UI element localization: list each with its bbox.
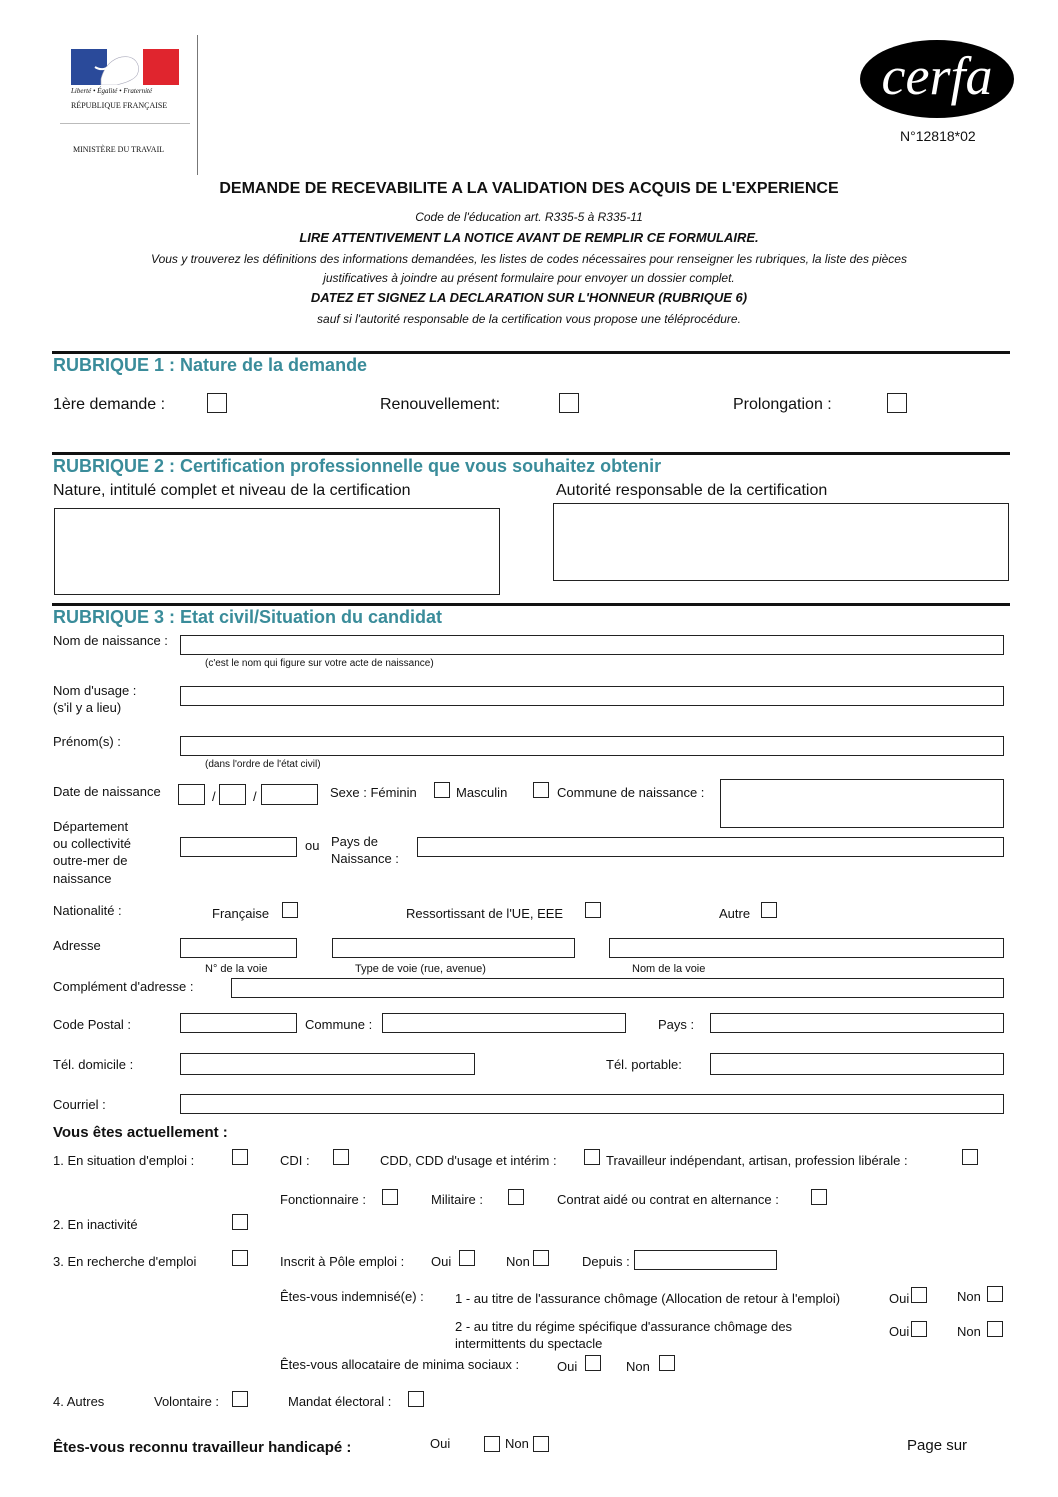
nationality-eu-checkbox[interactable] bbox=[585, 902, 601, 918]
birth-day-field[interactable] bbox=[178, 784, 205, 805]
inactive-checkbox[interactable] bbox=[232, 1214, 248, 1230]
email-field[interactable] bbox=[180, 1094, 1004, 1114]
first-request-label: 1ère demande : bbox=[53, 396, 166, 413]
birth-year-field[interactable] bbox=[261, 784, 318, 805]
usage-name-label: Nom d'usage : bbox=[53, 683, 137, 698]
unemployment-yes-label: Oui bbox=[889, 1291, 910, 1306]
birth-name-hint: (c'est le nom qui figure sur votre acte de naissance) bbox=[205, 658, 434, 669]
intermittent-yes-checkbox[interactable] bbox=[911, 1321, 927, 1337]
street-type-field[interactable] bbox=[332, 938, 575, 958]
birth-name-field[interactable] bbox=[180, 635, 1004, 655]
situation-heading: Vous êtes actuellement : bbox=[53, 1124, 228, 1141]
street-number-field[interactable] bbox=[180, 938, 297, 958]
civil-servant-label: Fonctionnaire : bbox=[280, 1192, 366, 1207]
or-label: ou bbox=[305, 838, 320, 853]
date-separator: / bbox=[253, 789, 257, 804]
republic-name: RÉPUBLIQUE FRANÇAISE bbox=[71, 101, 168, 110]
rubrique-3-title: RUBRIQUE 3 : Etat civil/Situation du candidat bbox=[53, 607, 443, 627]
intermittent-label-2: intermittents du spectacle bbox=[455, 1336, 603, 1351]
birth-country-label-1: Pays de bbox=[331, 834, 378, 849]
street-name-hint: Nom de la voie bbox=[632, 963, 706, 975]
birth-country-label-2: Naissance : bbox=[331, 851, 399, 866]
social-minima-label: Êtes-vous allocataire de minima sociaux : bbox=[280, 1357, 520, 1372]
email-label: Courriel : bbox=[53, 1097, 106, 1112]
certification-nature-field[interactable] bbox=[54, 508, 500, 595]
notice-warning: LIRE ATTENTIVEMENT LA NOTICE AVANT DE REMPLIR CE FORMULAIRE. bbox=[299, 230, 759, 245]
aided-contract-label: Contrat aidé ou contrat en alternance : bbox=[557, 1192, 779, 1207]
nationality-other-checkbox[interactable] bbox=[761, 902, 777, 918]
others-label: 4. Autres bbox=[53, 1394, 105, 1409]
cerfa-logo bbox=[860, 40, 1014, 118]
intermittent-yes-label: Oui bbox=[889, 1324, 910, 1339]
birth-department-field[interactable] bbox=[180, 837, 297, 857]
job-seeking-label: 3. En recherche d'emploi bbox=[53, 1254, 197, 1269]
birth-city-field[interactable] bbox=[720, 779, 1004, 828]
logo-divider bbox=[60, 123, 190, 124]
address-complement-field[interactable] bbox=[231, 978, 1004, 998]
certification-authority-field[interactable] bbox=[553, 503, 1009, 581]
cdd-checkbox[interactable] bbox=[584, 1149, 600, 1165]
certification-authority-label: Autorité responsable de la certification bbox=[556, 482, 828, 499]
republic-logo-block bbox=[52, 35, 198, 175]
first-name-label: Prénom(s) : bbox=[53, 734, 121, 749]
birth-name-label: Nom de naissance : bbox=[53, 633, 168, 648]
section-divider bbox=[52, 603, 1010, 606]
mobile-phone-label: Tél. portable: bbox=[606, 1057, 682, 1072]
self-employed-checkbox[interactable] bbox=[962, 1149, 978, 1165]
city-label: Commune : bbox=[305, 1017, 373, 1032]
home-phone-label: Tél. domicile : bbox=[53, 1057, 134, 1072]
renewal-checkbox[interactable] bbox=[559, 393, 579, 413]
info-line-1: Vous y trouverez les définitions des informations demandées, les listes de codes nécessaires pour renseigner les rubriques, la liste des pièces bbox=[151, 252, 907, 266]
home-phone-field[interactable] bbox=[180, 1053, 475, 1075]
extension-checkbox[interactable] bbox=[887, 393, 907, 413]
employed-checkbox[interactable] bbox=[232, 1149, 248, 1165]
unemployment-no-checkbox[interactable] bbox=[987, 1286, 1003, 1302]
cerfa-logo-text: cerfa bbox=[881, 46, 993, 106]
form-title: DEMANDE DE RECEVABILITE A LA VALIDATION DES ACQUIS DE L'EXPERIENCE bbox=[219, 180, 839, 197]
disabled-no-checkbox[interactable] bbox=[533, 1436, 549, 1452]
cdi-label: CDI : bbox=[280, 1153, 310, 1168]
unemployment-no-label: Non bbox=[957, 1289, 981, 1304]
sex-male-label: Masculin bbox=[456, 785, 508, 800]
intermittent-no-label: Non bbox=[957, 1324, 981, 1339]
rubrique-2-title: RUBRIQUE 2 : Certification professionnelle que vous souhaitez obtenir bbox=[53, 456, 662, 476]
extension-label: Prolongation : bbox=[733, 396, 832, 413]
self-employed-label: Travailleur indépendant, artisan, profession libérale : bbox=[606, 1153, 908, 1168]
social-minima-yes-checkbox[interactable] bbox=[585, 1355, 601, 1371]
volunteer-label: Volontaire : bbox=[154, 1394, 220, 1409]
nationality-label: Nationalité : bbox=[53, 903, 122, 918]
disabled-yes-label: Oui bbox=[430, 1436, 451, 1451]
teleprocedure-note: sauf si l'autorité responsable de la certification vous propose une téléprocédure. bbox=[317, 312, 741, 326]
street-type-hint: Type de voie (rue, avenue) bbox=[355, 963, 486, 975]
sign-warning: DATEZ ET SIGNEZ LA DECLARATION SUR L'HONNEUR (RUBRIQUE 6) bbox=[310, 290, 748, 305]
nationality-french-label: Française bbox=[212, 906, 270, 921]
job-seeking-checkbox[interactable] bbox=[232, 1250, 248, 1266]
disabled-worker-label: Êtes-vous reconnu travailleur handicapé : bbox=[53, 1439, 352, 1456]
civil-servant-checkbox[interactable] bbox=[382, 1189, 398, 1205]
intermittent-no-checkbox[interactable] bbox=[987, 1321, 1003, 1337]
postal-code-field[interactable] bbox=[180, 1013, 297, 1033]
ministry-name: MINISTÈRE DU TRAVAIL bbox=[73, 145, 165, 154]
social-minima-no-checkbox[interactable] bbox=[659, 1355, 675, 1371]
disabled-no-label: Non bbox=[505, 1436, 529, 1451]
marianne-flag-icon bbox=[71, 49, 179, 85]
birth-country-field[interactable] bbox=[417, 837, 1004, 857]
nationality-eu-label: Ressortissant de l'UE, EEE bbox=[406, 906, 564, 921]
address-label: Adresse bbox=[53, 938, 101, 953]
unemployment-insurance-label: 1 - au titre de l'assurance chômage (Allocation de retour à l'emploi) bbox=[455, 1291, 841, 1306]
intermittent-label-1: 2 - au titre du régime spécifique d'assurance chômage des bbox=[455, 1319, 793, 1334]
renewal-label: Renouvellement: bbox=[380, 396, 501, 413]
birth-date-label: Date de naissance bbox=[53, 784, 161, 799]
street-number-hint: N° de la voie bbox=[205, 963, 268, 975]
volunteer-checkbox[interactable] bbox=[232, 1391, 248, 1407]
birth-city-label: Commune de naissance : bbox=[557, 785, 705, 800]
cdd-label: CDD, CDD d'usage et intérim : bbox=[380, 1153, 557, 1168]
inactive-label: 2. En inactivité bbox=[53, 1217, 138, 1232]
unemployment-yes-checkbox[interactable] bbox=[911, 1287, 927, 1303]
first-name-hint: (dans l'ordre de l'état civil) bbox=[205, 759, 321, 770]
info-line-2: justificatives à joindre au présent formulaire pour envoyer un dossier complet. bbox=[323, 271, 735, 285]
code-reference: Code de l'éducation art. R335-5 à R335-11 bbox=[415, 210, 643, 224]
certification-nature-label: Nature, intitulé complet et niveau de la certification bbox=[53, 482, 411, 499]
social-minima-yes-label: Oui bbox=[557, 1359, 578, 1374]
date-separator: / bbox=[212, 789, 216, 804]
nationality-other-label: Autre bbox=[719, 906, 751, 921]
pole-emploi-label: Inscrit à Pôle emploi : bbox=[280, 1254, 405, 1269]
mobile-phone-field[interactable] bbox=[710, 1053, 1004, 1075]
compensated-label: Êtes-vous indemnisé(e) : bbox=[280, 1289, 424, 1304]
department-label-1: Département bbox=[53, 819, 129, 834]
military-checkbox[interactable] bbox=[508, 1189, 524, 1205]
address-complement-label: Complément d'adresse : bbox=[53, 979, 194, 994]
rubrique-1-title: RUBRIQUE 1 : Nature de la demande bbox=[53, 355, 368, 375]
department-label-2: ou collectivité bbox=[53, 836, 132, 851]
form-number: N°12818*02 bbox=[900, 128, 976, 144]
aided-contract-checkbox[interactable] bbox=[811, 1189, 827, 1205]
department-label-4: naissance bbox=[53, 871, 112, 886]
nationality-french-checkbox[interactable] bbox=[282, 902, 298, 918]
section-divider bbox=[52, 452, 1010, 455]
pole-emploi-no-checkbox[interactable] bbox=[533, 1250, 549, 1266]
since-label: Depuis : bbox=[582, 1254, 630, 1269]
country-field[interactable] bbox=[710, 1013, 1004, 1033]
military-label: Militaire : bbox=[431, 1192, 484, 1207]
sex-male-checkbox[interactable] bbox=[533, 782, 549, 798]
pole-emploi-yes-label: Oui bbox=[431, 1254, 452, 1269]
first-request-checkbox[interactable] bbox=[207, 393, 227, 413]
street-name-field[interactable] bbox=[609, 938, 1004, 958]
country-label: Pays : bbox=[658, 1017, 695, 1032]
sex-female-checkbox[interactable] bbox=[434, 782, 450, 798]
department-label-3: outre-mer de bbox=[53, 853, 128, 868]
elected-mandate-label: Mandat électoral : bbox=[288, 1394, 392, 1409]
birth-month-field[interactable] bbox=[219, 784, 246, 805]
since-date-field[interactable] bbox=[634, 1250, 777, 1270]
cdi-checkbox[interactable] bbox=[333, 1149, 349, 1165]
page-number: Page sur bbox=[907, 1437, 968, 1454]
pole-emploi-yes-checkbox[interactable] bbox=[459, 1250, 475, 1266]
first-name-field[interactable] bbox=[180, 736, 1004, 756]
disabled-yes-checkbox[interactable] bbox=[484, 1436, 500, 1452]
section-divider bbox=[52, 351, 1010, 354]
elected-mandate-checkbox[interactable] bbox=[408, 1391, 424, 1407]
pole-emploi-no-label: Non bbox=[506, 1254, 530, 1269]
motto: Liberté • Égalité • Fraternité bbox=[71, 87, 153, 95]
city-field[interactable] bbox=[382, 1013, 626, 1033]
employed-label: 1. En situation d'emploi : bbox=[53, 1153, 195, 1168]
usage-name-hint: (s'il y a lieu) bbox=[53, 700, 122, 715]
usage-name-field[interactable] bbox=[180, 686, 1004, 706]
social-minima-no-label: Non bbox=[626, 1359, 650, 1374]
postal-code-label: Code Postal : bbox=[53, 1017, 132, 1032]
sex-female-label: Sexe : Féminin bbox=[330, 785, 417, 800]
